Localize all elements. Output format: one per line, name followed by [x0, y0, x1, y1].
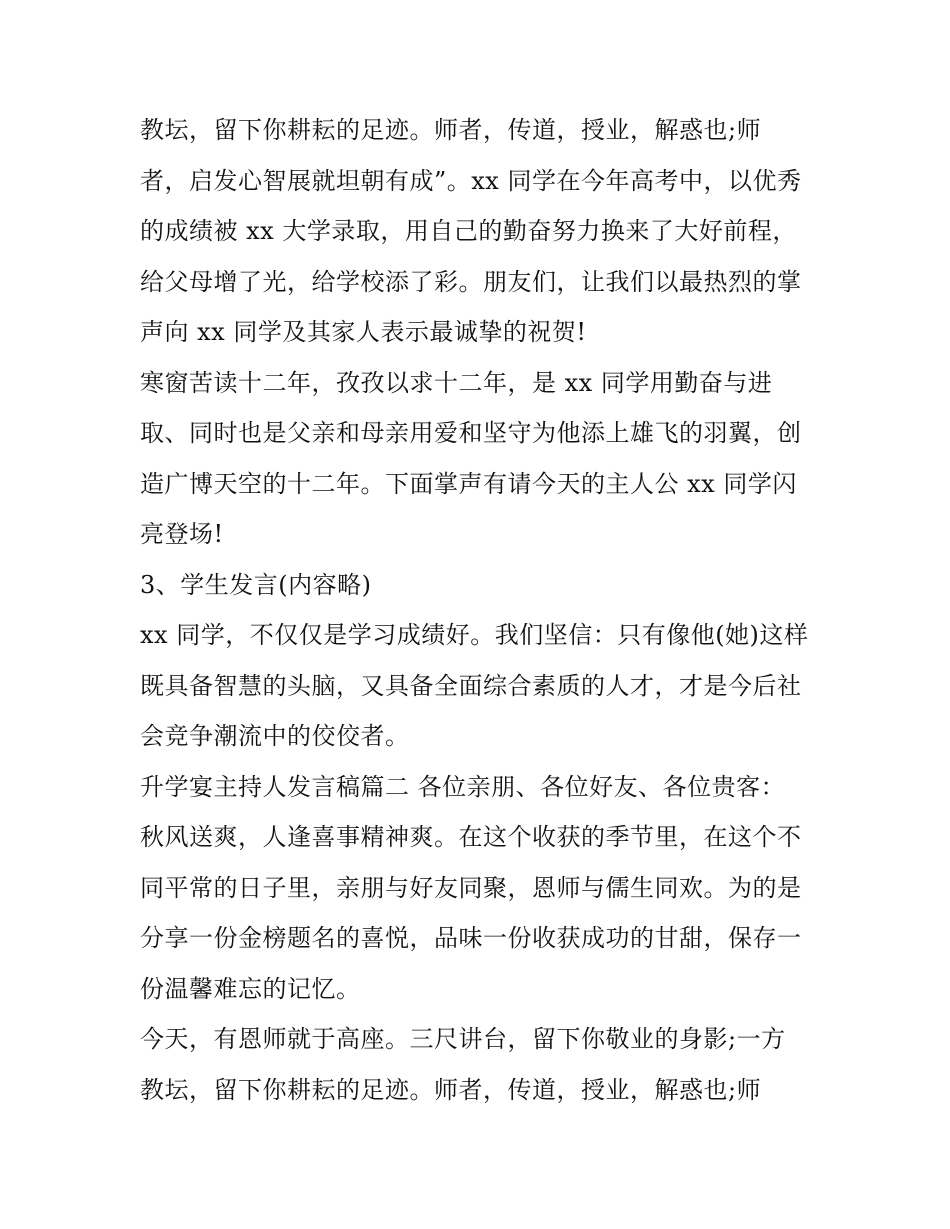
text-line: 秋风送爽，人逢喜事精神爽。在这个收获的季节里，在这个不 [140, 823, 802, 851]
text-line: 亮登场! [140, 520, 224, 548]
text-line: 份温馨难忘的记忆。 [140, 975, 361, 1003]
text-line: 会竞争潮流中的佼佼者。 [140, 722, 410, 750]
text-line: 同平常的日子里，亲朋与好友同聚，恩师与儒生同欢。为的是 [140, 874, 802, 902]
text-line: 既具备智慧的头脑，又具备全面综合素质的人才，才是今后社 [140, 672, 802, 700]
text-line: 取、同时也是父亲和母亲用爱和坚守为他添上雄飞的羽翼，创 [140, 419, 802, 447]
text-line: 教坛，留下你耕耘的足迹。师者，传道，授业，解惑也;师 [140, 116, 762, 144]
text-line: 教坛，留下你耕耘的足迹。师者，传道，授业，解惑也;师 [140, 1076, 762, 1104]
text-line: 分享一份金榜题名的喜悦，品味一份收获成功的甘甜，保存一 [140, 924, 802, 952]
text-line: 升学宴主持人发言稿篇二 各位亲朋、各位好友、各位贵客： [140, 773, 786, 801]
text-line: 造广博天空的十二年。下面掌声有请今天的主人公 xx 同学闪 [140, 470, 797, 498]
section-heading: 3、学生发言(内容略) [140, 571, 372, 599]
text-line: 的成绩被 xx 大学录取，用自己的勤奋努力换来了大好前程， [140, 217, 797, 245]
text-line: 今天，有恩师就于高座。三尺讲台，留下你敬业的身影;一方 [140, 1025, 786, 1053]
text-line: 者，启发心智展就坦朝有成”。xx 同学在今年高考中，以优秀 [140, 167, 802, 195]
text-line: 给父母增了光，给学校添了彩。朋友们，让我们以最热烈的掌 [140, 268, 802, 296]
text-line: 寒窗苦读十二年，孜孜以求十二年，是 xx 同学用勤奋与进 [140, 369, 773, 397]
text-line: 声向 xx 同学及其家人表示最诚挚的祝贺! [140, 318, 587, 346]
text-line: xx 同学，不仅仅是学习成绩好。我们坚信：只有像他(她)这样 [140, 621, 809, 649]
